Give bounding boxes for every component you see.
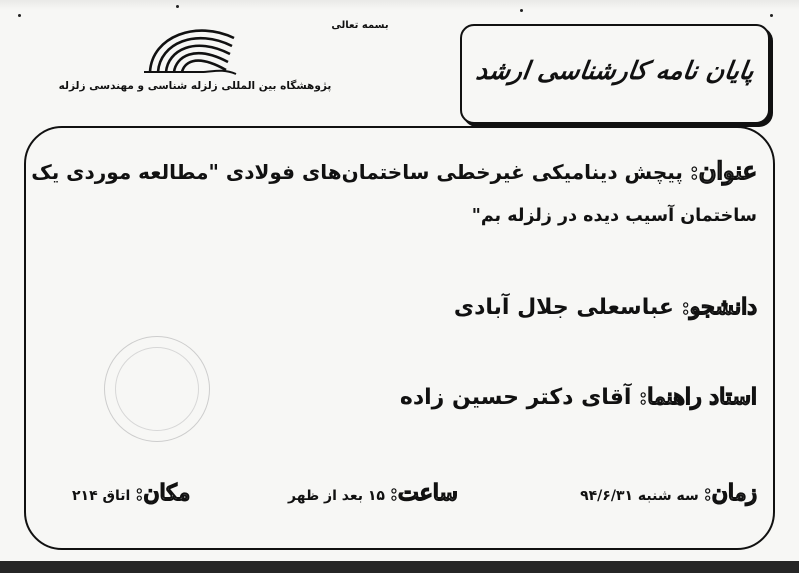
time-label: ساعت: <box>389 480 458 506</box>
student-name: عباسعلی جلال آبادی <box>453 295 674 320</box>
student-label: دانشجو: <box>681 294 757 320</box>
advisor-label: استاد راهنما: <box>639 384 757 410</box>
institute-name: پژوهشگاه بین المللی زلزله شناسی و مهندسی زلزله <box>58 80 332 92</box>
date-label: زمان: <box>703 480 757 506</box>
faded-stamp <box>104 336 210 442</box>
student-row <box>454 294 757 320</box>
title-label: عنوان: <box>689 156 757 185</box>
time-row <box>288 480 458 506</box>
advisor-row <box>400 384 757 410</box>
thesis-title-text-2: ساختمان آسیب دیده در زلزله بم" <box>471 206 757 226</box>
place-row <box>72 480 190 506</box>
place-value: اتاق ۲۱۴ <box>72 488 131 504</box>
advisor-name: آقای دکتر حسین زاده <box>399 385 632 410</box>
scan-speck <box>18 14 21 17</box>
scan-top-edge <box>0 0 799 10</box>
scan-speck <box>520 9 523 12</box>
degree-title: پایان نامه کارشناسی ارشد <box>474 56 756 85</box>
date-value: سه شنبه ۹۴/۶/۳۱ <box>580 488 699 504</box>
thesis-title-line-1 <box>31 156 757 185</box>
date-row <box>580 480 757 506</box>
scan-speck <box>770 14 773 17</box>
thesis-title-line-2 <box>472 206 757 226</box>
institute-logo <box>142 16 237 76</box>
thesis-title-text-1: پیچش دینامیکی غیرخطی ساختمان‌های فولادی "مطالعه موردی یک <box>31 160 683 184</box>
degree-box <box>460 24 770 124</box>
scan-bottom-edge <box>0 561 799 573</box>
stamp-inner-ring <box>115 347 199 431</box>
scan-speck <box>176 5 179 8</box>
invocation-text: بسمه تعالی <box>331 20 389 31</box>
place-label: مکان: <box>135 480 191 506</box>
time-value: ۱۵ بعد از ظهر <box>288 488 385 504</box>
